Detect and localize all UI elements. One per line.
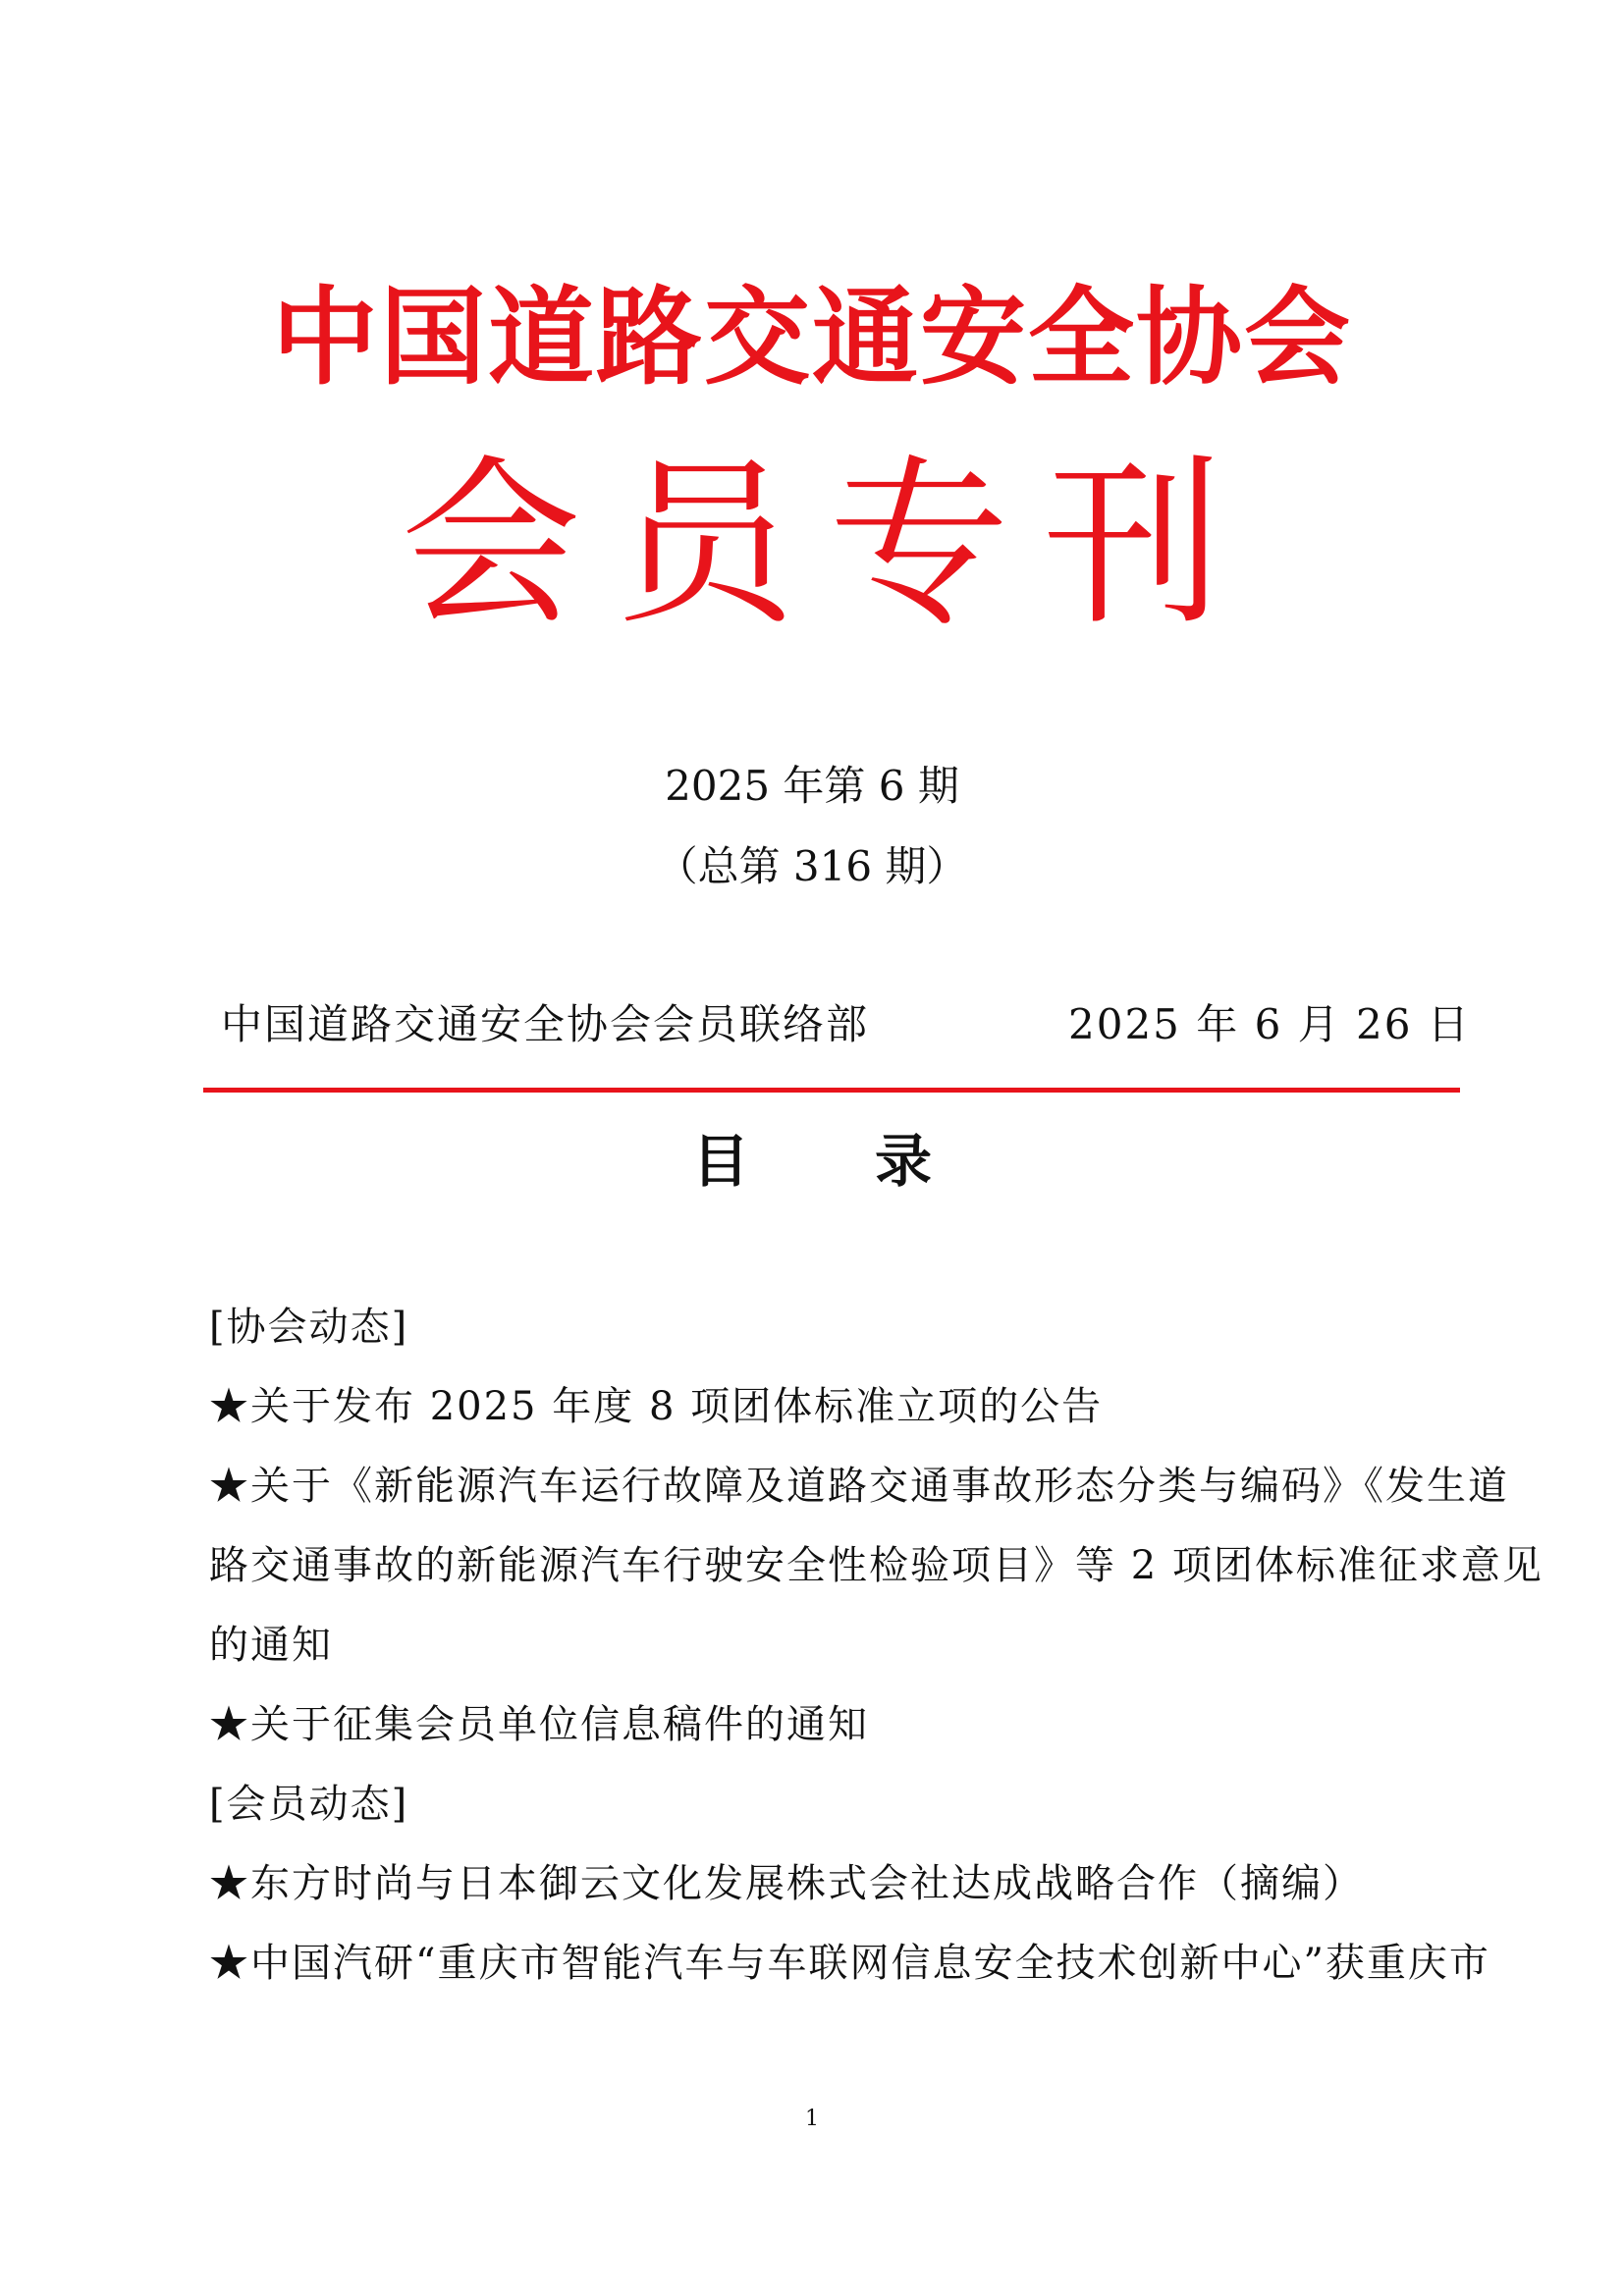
toc-title: 目录 xyxy=(691,1128,1057,1195)
toc-item: ★关于《新能源汽车运行故障及道路交通事故形态分类与编码》《发生道 xyxy=(209,1464,1509,1509)
toc-section-heading: [会员动态] xyxy=(209,1782,409,1827)
issue-number: 2025 年第 6 期 xyxy=(665,762,959,810)
toc-section-heading: [协会动态] xyxy=(209,1305,409,1350)
issue-total-number: （总第 316 期） xyxy=(656,842,968,890)
toc-item: ★东方时尚与日本御云文化发展株式会社达成战略合作（摘编） xyxy=(209,1861,1364,1906)
page-number: 1 xyxy=(805,2107,819,2131)
issuing-department: 中国道路交通安全协会会员联络部 xyxy=(221,1000,870,1048)
organization-title: 中国道路交通安全协会 xyxy=(271,277,1352,400)
toc-item-continuation: 的通知 xyxy=(209,1623,333,1668)
publication-title: 会员专刊 xyxy=(400,440,1257,650)
toc-item: ★中国汽研“重庆市智能汽车与车联网信息安全技术创新中心”获重庆市 xyxy=(209,1941,1490,1986)
issue-date: 2025 年 6 月 26 日 xyxy=(1068,1000,1471,1048)
toc-item: ★关于发布 2025 年度 8 项团体标准立项的公告 xyxy=(209,1384,1104,1429)
toc-item: ★关于征集会员单位信息稿件的通知 xyxy=(209,1702,869,1747)
toc-item-continuation: 路交通事故的新能源汽车行驶安全性检验项目》等 2 项团体标准征求意见 xyxy=(209,1543,1543,1588)
header-divider xyxy=(203,1088,1460,1093)
